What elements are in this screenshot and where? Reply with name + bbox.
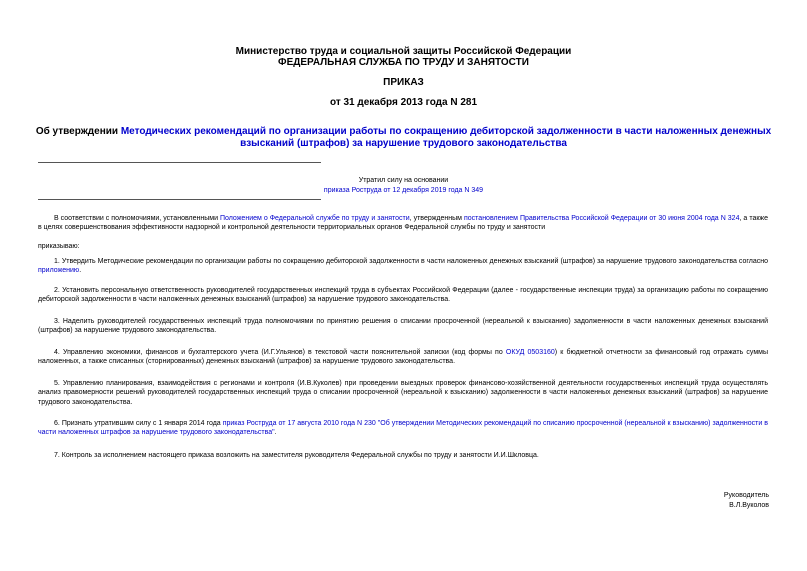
preamble-paragraph (38, 214, 768, 233)
item-1-text: 1. Утвердить Методические рекомендации по организации работы по сокращению дебиторской задолженности в части наложенных денежных взысканий (штрафов) за нарушение трудового законодательства согласно (54, 258, 768, 265)
service-name: ФЕДЕРАЛЬНАЯ СЛУЖБА ПО ТРУДУ И ЗАНЯТОСТИ (278, 57, 529, 68)
document-title (30, 126, 777, 150)
annotation-top-rule (38, 162, 321, 163)
order-item-2: 2. Установить персональную ответственность руководителей государственных инспекций труда в субъектах Российской Федерации (далее - государственные инспекции труда) за организацию работы по сокращению дебиторской задолженности в части наложенных денежных взысканий (штрафов) за нарушение трудового законодательства. (38, 287, 768, 304)
order-item-1 (38, 257, 768, 276)
title-link[interactable]: Методических рекомендаций по организации работы по сокращению дебиторской задолженности в части наложенных денежных взысканий (штрафов) за нарушение трудового законодательства (120, 126, 772, 149)
order-word: приказываю: (38, 243, 80, 250)
signature-block (724, 491, 769, 510)
title-prefix: Об утверждении (35, 126, 121, 137)
item-6-end: . (274, 429, 277, 437)
regulation-link[interactable]: Положением о Федеральной службе по труду и занятости (220, 215, 410, 222)
item-6-text: 6. Признать утратившим силу с 1 января 2014 года (54, 420, 223, 427)
order-item-7: 7. Контроль за исполнением настоящего приказа возложить на заместителя руководителя Федеральной службы по труду и занятости И.И.Шкловца. (54, 452, 539, 459)
item-1-end: . (79, 267, 82, 275)
government-decree-link[interactable]: постановлением Правительства Российской Федерации от 30 июня 2004 года N 324 (463, 215, 740, 222)
okud-link[interactable]: ОКУД 0503160 (505, 349, 555, 356)
item-4-text: 4. Управлению экономики, финансов и бухгалтерского учета (И.Г.Ульянов) в текстовой части пояснительной записки (код формы по (54, 349, 506, 356)
order-item-6 (38, 419, 768, 438)
annotation-bottom-rule (38, 199, 321, 200)
item-4-text-2: ) к бюджетной отчетности за финансовый год отражать суммы наложенных, а также списанных (сторнированных) денежных взысканий (штрафов) за нарушение трудового законодательства. (38, 349, 769, 366)
preamble-text-2: , утвержденным (409, 215, 464, 222)
document-date-number: от 31 декабря 2013 года N 281 (329, 97, 478, 108)
preamble-text-1: В соответствии с полномочиями, установленными (54, 215, 220, 222)
signature-name: В.Л.Вуколов (729, 501, 769, 509)
annotation-link[interactable]: приказа Роструда от 12 декабря 2019 года N 349 (323, 187, 484, 194)
signature-position: Руководитель (723, 492, 769, 499)
order-item-4 (38, 348, 768, 367)
ministry-name: Министерство труда и социальной защиты Российской Федерации (235, 46, 572, 57)
order-item-5: 5. Управлению планирования, взаимодействия с регионами и контроля (И.В.Куколев) при проведении выездных проверок финансово-хозяйственной деятельности государственных инспекций труда осуществлять анализ правомерности решений руководителей государственных инспекций труда о списании просроченной (нереальной к взысканию) задолженности в части наложенных денежных взысканий (штрафов) за нарушение трудового законодательства. (38, 380, 768, 406)
appendix-link[interactable]: приложению (38, 267, 80, 275)
annotation-line: Утратил силу на основании (358, 177, 449, 184)
preamble-text-3: , а также в целях совершенствования эффективности надзорной и контрольной деятельности территориальных органов Федеральной службы по труду и занятости (38, 215, 768, 232)
order-item-3: 3. Наделить руководителей государственных инспекций труда полномочиями по принятию решения о списании просроченной (нереальной к взысканию) задолженности в части наложенных денежных взысканий (штрафов) за нарушение трудового законодательства. (38, 318, 768, 335)
document-type: ПРИКАЗ (383, 77, 424, 88)
repealed-order-link[interactable]: приказ Роструда от 17 августа 2010 года N 230 "Об утверждении Методических рекомендаций по списанию просроченной (нереальной к взысканию) задолженности в части наложенных штрафов за нарушение трудового законодательства" (38, 420, 768, 437)
